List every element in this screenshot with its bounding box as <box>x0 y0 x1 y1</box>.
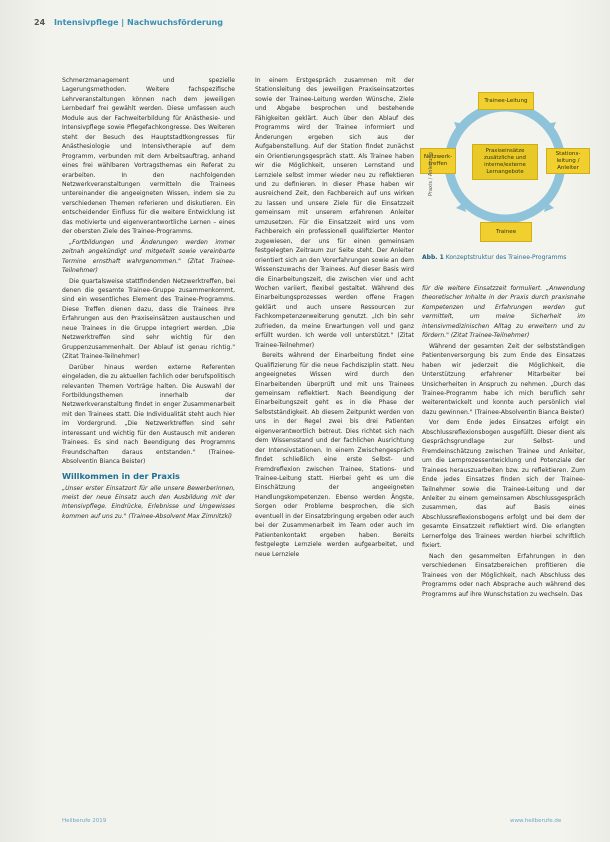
caption-label: Abb. 1 <box>422 254 444 261</box>
caption-text: Konzeptstruktur des Trainee-Programms <box>445 254 567 261</box>
footer-right: www.heilberufe.de <box>510 818 562 824</box>
paragraph: Schmerzmanagement und spezielle Lagerungsmethoden. Weitere fachspezifische Lehrveranstaltungen können nach dem jeweiligen Lernbedarf frei gewählt werden. Diese umfassen auch Module aus der Fachweiterbildung für Anästhesie- und Intensivpflege sowie Pflegefachkongresse. Des Weiteren steht der Besuch des Hauptstadtkongresses für Anästhesiologie und Intensivtherapie auf dem Programm, verbunden mit dem Arbeitsauftrag, anhand eines frei wählbaren Vortragsthemas ein Referat zu erarbeiten. In den nachfolgenden Netzwerkveranstaltungen vermitteln die Trainees untereinander die angeeigneten Wissen, indem sie zu verschiedenen Themen referieren und diskutieren. Ein entscheidender Einfluss für die weitere Entwicklung ist das motivierte und eigenverantwortliche Lernen – eines der obersten Ziele des Trainee-Programms. <box>62 77 235 236</box>
paragraph: Vor dem Ende jedes Einsatzes erfolgt ein Abschlussreflexionsbogen ausgefüllt. Dieser dient als Gesprächsgrundlage zur Selbst- und Fremdeinschätzung zwischen Trainee und Anleiter, um die Lernprozessentwicklung und Potenziale der Trainees herauszuarbeiten bzw. zu reflektieren. Zum Ende jedes Einsatzes finden sich der Trainee-Teilnehmer sowie die Trainee-Leitung und der Anleiter zu einem gemeinsamen Abschlussgespräch zusammen, das auf Basis eines Abschlussreflexionsbogens erfolgt und bei dem der gesamte Einsatzzeit reflektiert wird. Die erlangten Lernerfolge des Trainees werden hierbei schriftlich fixiert. <box>422 419 585 550</box>
paragraph: Darüber hinaus werden externe Referenten eingeladen, die zu aktuellen fachlich oder berufspolitisch relevanten Themen Vorträge halten. Die Auswahl der Fortbildungsthemen innerhalb der Netzwerkveranstaltung findet in enger Zusammenarbeit mit den Trainees statt. Die Individualität steht auch hier im Vordergrund. „Die Netzwerktreffen sind sehr interessant und wichtig für den Austausch mit anderen Trainees. Es sind nach Beendigung des Programms Freundschaften daraus entstanden." (Trainee-Absolventin Bianca Beister) <box>62 363 235 466</box>
section-title: Intensivpflege | Nachwuchsförderung <box>53 18 223 27</box>
paragraph: Bereits während der Einarbeitung findet eine Qualifizierung für die neue Fachdisziplin statt. Neu angeeignetes Wissen wird durch den Einarbeitenden überprüft und mit uns Trainees gemeinsam reflektiert. Nach Beendigung der Einarbeitungszeit geht es in die Phase der Selbstständigkeit. Ab diesem Zeitpunkt werden von uns in der Regel zwei bis drei Patienten eigenverantwortlich betreut. Dies richtet sich nach dem Wissensstand und der fachlichen Ausrichtung der Intensivstationen. In einem Zwischengespräch findet schließlich eine erste Selbst- und Fremdreflexion zwischen Trainee, Stations- und Trainee-Leitung statt. Hierbei geht es um die Einschätzung der angeeigneten Handlungskompetenzen. Ebenso werden Ängste, Sorgen oder Probleme besprochen, die sich eventuell in der Einsatzbringung ergeben oder auch bei der Zusammenarbeit im Team oder auch im Patientenkontakt ergeben haben. Bereits festgelegte Lernziele werden aufgearbeitet, und neue Lernziele <box>255 352 414 558</box>
side-label: Praxis / Anleitung <box>428 152 434 196</box>
concept-diagram <box>420 88 590 248</box>
box-trainee: Trainee <box>480 222 532 242</box>
paragraph: Nach den gesammelten Erfahrungen in den verschiedenen Einsatzbereichen profitieren die Trainees von der Möglichkeit, nach Abschluss des Programms oder nach Absprache auch während des Programms auf ihre Wunschstation zu wechseln. Das <box>422 552 585 598</box>
column-2 <box>255 76 414 560</box>
section-heading: Willkommen in der Praxis <box>62 470 180 481</box>
paragraph: Während der gesamten Zeit der selbstständigen Patientenversorgung bis zum Ende des Einsatzes haben wir jederzeit die Möglichkeit, die Unterstützung erfahrener Mitarbeiter bei Unsicherheiten in Anspruch zu nehmen. „Durch das Trainee-Programm habe ich mich beruflich sehr weiterentwickelt und konnte auch persönlich viel dazu gewinnen." (Trainee-Absolventin Bianca Beister) <box>422 342 585 416</box>
page-number: 24 <box>34 18 46 27</box>
figure-caption <box>422 254 582 263</box>
page-header <box>34 18 223 27</box>
paragraph: Die quartalsweise stattfindenden Netzwerktreffen, bei denen die gesamte Trainee-Gruppe zusammenkommt, sind ein wesentliches Element des Trainee-Programms. Diese Treffen dienen dazu, dass die Trainees ihre Erfahrungen aus den Praxiseinsätzen austauschen und neue Trainees in die Gruppe integriert werden. „Die Netzwerktreffen sind sehr wichtig für den Gruppenzusammenhalt. Der Ablauf ist genau richtig." (Zitat Trainee-Teilnehmer) <box>62 277 235 361</box>
paragraph: für die weitere Einsatzzeit formuliert. „Anwendung theoretischer Inhalte in der Praxis durch praxisnahe Kompetenzen und Erfahrungen werden gut vermittelt, um meine Sicherheit im intensivmedizinischen Alltag zu erweitern und zu fördern." (Zitat Trainee-Teilnehmer) <box>422 285 585 340</box>
quote: „Unser erster Einsatzort für alle unsere Bewerberinnen, meist der neue Einsatz auch den Ausbildung mit der Intensivpflege. Eindrücke, Erlebnisse und Ungewisses kommen auf uns zu." (Trainee-Absolvent Max Zimnitzki) <box>62 484 235 520</box>
footer-left: Heilberufe 2019 <box>62 818 107 824</box>
quote: „Fortbildungen und Änderungen werden immer zeitnah angekündigt und mitgeteilt sowie vereinbarte Termine ernsthaft wahrgenommen." (Zitat Trainee-Teilnehmer) <box>62 238 235 275</box>
column-3 <box>422 284 585 600</box>
box-stationsleitung: Stations-leitung / Anleiter <box>546 148 590 174</box>
column-1 <box>62 76 235 522</box>
paragraph: In einem Erstgespräch zusammen mit der Stationsleitung des jeweiligen Praxiseinsatzortes sowie der Trainee-Leitung werden Wünsche, Ziele und Abgabe besprochen und bestehende Fähigkeiten geklärt. Auch über den Ablauf des Programms wird der Trainee informiert und Änderungen ergeben sich aus der Aufgabenstellung. Auf der Station findet zunächst ein Orientierungsgespräch statt. Als Trainee haben wir die Möglichkeit, unseren Lernstand und Lernziele selbst immer wieder neu zu reflektieren und zu definieren. In dieser Phase haben wir ausreichend Zeit, den Fachbereich auf uns wirken zu lassen und unsere Ziele für die Einsatzzeit gemeinsam mit unserem erfahrenen Anleiter umzusetzen. Für die Einsatzzeit wird uns vom Fachbereich ein professionell qualifizierter Mentor zugewiesen, der uns für einen gemeinsam festgelegten Zeitraum zur Seite steht. Der Anleiter orientiert sich an den Vorerfahrungen sowie an dem Wissenszuwachs der Trainees. Auf dieser Basis wird die Einarbeitungszeit, die zwischen vier und acht Wochen variiert, flexibel gestaltet. Während des Einarbeitungsprozesses werden offene Fragen geklärt und auch unsere Ressourcen zur Fachkompetenzerweiterung genutzt. „Ich bin sehr zufrieden, da meine Erwartungen voll und ganz erfüllt wurden. Ich werde voll unterstützt." (Zitat Trainee-Teilnehmer) <box>255 77 414 349</box>
box-praxiseinsaetze: Praxiseinsätze zusätzliche und interne/externe Lernangebote <box>472 144 538 180</box>
box-trainee-leitung: Trainee-Leitung <box>478 92 534 110</box>
box-netzwerktreffen: Netzwerk-treffen <box>420 148 456 174</box>
